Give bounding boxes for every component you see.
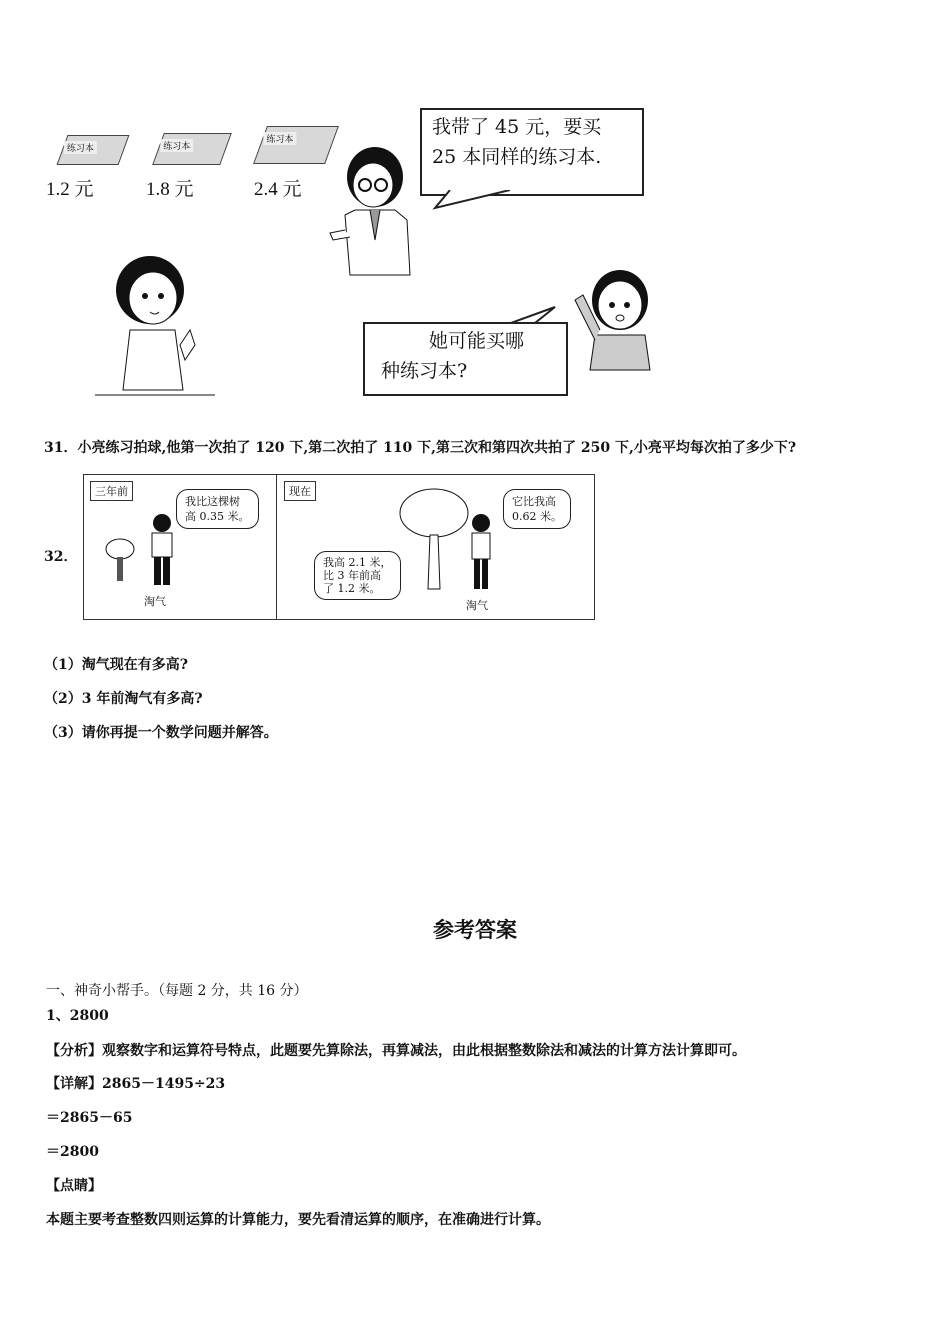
right-panel (278, 475, 594, 619)
now-tree-bubble (503, 489, 571, 529)
kid-now-figure (466, 513, 496, 593)
question-31: 31．小亮练习拍球,他第一次拍了 120 下,第二次拍了 110 下,第三次和第四次共拍了 250 下,小亮平均每次拍了多少下? (44, 440, 797, 456)
kid-name-now: 淘气 (466, 599, 488, 612)
q32-sub3: （3）请你再提一个数学问题并解答。 (44, 725, 278, 741)
teacher-figure (325, 145, 425, 280)
question-32-number: 32． (44, 549, 78, 565)
kid-past-figure (142, 513, 182, 589)
girl-bubble-line1: 她可能买哪 (429, 330, 525, 352)
past-bubble-line2: 高 0.35 米。 (185, 510, 250, 523)
now-kid-bubble (314, 551, 401, 600)
answer-step1: ＝2865－65 (46, 1110, 133, 1126)
girl-left-figure (95, 250, 215, 400)
answer-1: 1、2800 (46, 1008, 109, 1024)
girl-speech-bubble (363, 322, 568, 396)
big-tree-icon (396, 485, 471, 591)
answer-analysis: 【分析】观察数字和运算符号特点，此题要先算除法，再算减法，由此根据整数除法和减法的计算方法计算即可。 (46, 1043, 746, 1059)
bubble-tail-teacher (430, 190, 520, 210)
now-kid-line3: 了 1.2 米。 (323, 582, 381, 595)
price-2: 1.8 元 (146, 179, 194, 200)
kid-name-past: 淘气 (144, 595, 166, 608)
left-panel (84, 475, 277, 619)
girl-bubble-line2: 种练习本? (381, 360, 468, 382)
answer-tip-label: 【点睛】 (46, 1178, 102, 1194)
small-tree-icon (104, 537, 136, 582)
past-bubble-line1: 我比这棵树 (185, 495, 240, 508)
price-3: 2.4 元 (254, 179, 302, 200)
notebook-3-label: 练习本 (263, 132, 296, 145)
teacher-bubble-line1: 我带了 45 元，要买 (432, 116, 602, 138)
now-kid-line2: 比 3 年前高 (323, 569, 381, 582)
now-tree-line2: 0.62 米。 (512, 510, 562, 523)
notebook-2-label: 练习本 (160, 139, 193, 152)
notebook-1 (57, 135, 130, 165)
answers-title: 参考答案 (433, 917, 517, 942)
tag-three-years-ago: 三年前 (90, 481, 133, 501)
teacher-bubble-line2: 25 本同样的练习本. (432, 146, 602, 168)
q32-sub1: （1）淘气现在有多高? (44, 657, 188, 673)
q32-illustration (83, 474, 595, 620)
girl-right-figure (565, 260, 655, 380)
answer-step2: ＝2800 (46, 1144, 99, 1160)
tag-now: 现在 (284, 481, 316, 501)
illustration-top (40, 100, 900, 405)
answer-tip: 本题主要考查整数四则运算的计算能力，要先看清运算的顺序，在准确进行计算。 (46, 1212, 550, 1228)
teacher-speech-bubble (420, 108, 644, 196)
price-1: 1.2 元 (46, 179, 94, 200)
now-kid-line1: 我高 2.1 米， (323, 556, 392, 569)
notebook-1-label: 练习本 (64, 141, 97, 154)
now-tree-line1: 它比我高 (512, 495, 556, 508)
q32-sub2: （2）3 年前淘气有多高? (44, 691, 203, 707)
answer-detail: 【详解】2865－1495÷23 (46, 1076, 226, 1092)
notebook-2 (152, 133, 232, 165)
answers-section1: 一、神奇小帮手。（每题 2 分，共 16 分） (46, 983, 308, 999)
past-kid-bubble (176, 489, 259, 529)
